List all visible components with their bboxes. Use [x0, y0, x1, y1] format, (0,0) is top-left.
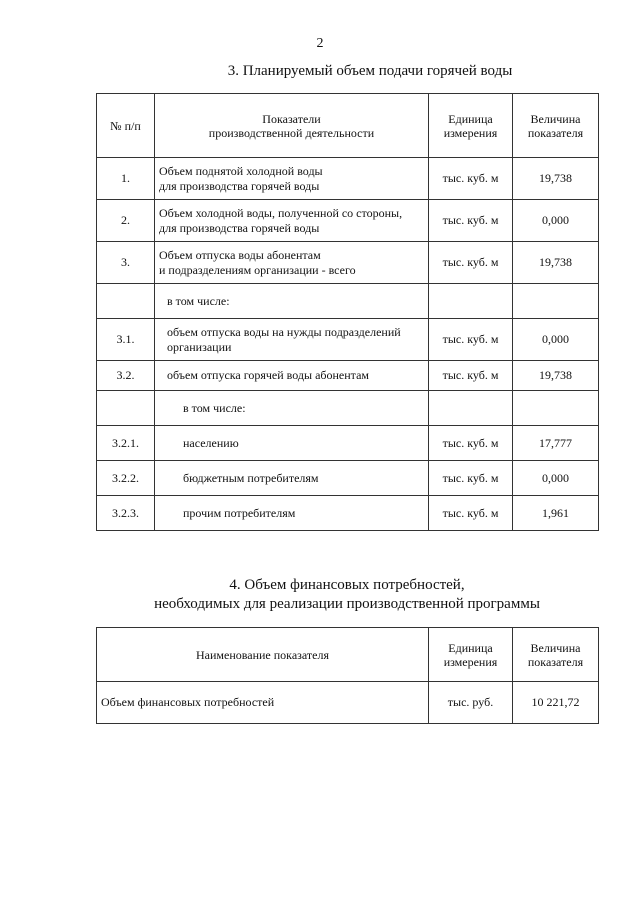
table-row [97, 319, 599, 361]
row-name [155, 200, 429, 242]
row-name: бюджетным потребителям [155, 461, 429, 496]
header-unit [429, 628, 513, 682]
row-name [155, 158, 429, 200]
table-row [97, 200, 599, 242]
row-name-line2: для производства горячей воды [159, 220, 320, 235]
row-value: 19,738 [513, 242, 599, 284]
row-num: 2. [97, 200, 155, 242]
section-3-title: 3. Планируемый объем подачи горячей воды [227, 63, 513, 79]
table-row [97, 284, 599, 319]
row-name: населению [155, 426, 429, 461]
header-unit [429, 94, 513, 158]
row-name: Объем финансовых потребностей [97, 682, 429, 724]
row-unit [429, 391, 513, 426]
header-value [513, 94, 599, 158]
row-name-line2: организации [167, 339, 232, 354]
row-value: 10 221,72 [513, 682, 599, 724]
row-value [513, 284, 599, 319]
row-name [155, 242, 429, 284]
row-value: 0,000 [513, 200, 599, 242]
section-4-title-line2: необходимых для реализации производственной программы [154, 596, 540, 612]
row-value: 19,738 [513, 361, 599, 391]
row-value: 17,777 [513, 426, 599, 461]
row-value: 0,000 [513, 319, 599, 361]
row-value: 1,961 [513, 496, 599, 531]
table-row [97, 682, 599, 724]
header-unit-line1: Единица [448, 640, 493, 655]
row-unit: тыс. куб. м [429, 426, 513, 461]
table-row [97, 496, 599, 531]
row-unit: тыс. куб. м [429, 242, 513, 284]
row-name-line1: объем отпуска воды на нужды подразделений [167, 324, 401, 339]
table-row [97, 461, 599, 496]
row-name: в том числе: [155, 391, 429, 426]
row-name: объем отпуска горячей воды абонентам [155, 361, 429, 391]
row-name [155, 319, 429, 361]
hot-water-supply-table [96, 93, 599, 531]
header-unit-line1: Единица [448, 111, 493, 126]
header-indicator-line2: производственной деятельности [208, 125, 375, 140]
financial-needs-table [96, 627, 599, 724]
row-num: 3.2.2. [97, 461, 155, 496]
row-name-line2: и подразделениям организации - всего [159, 262, 356, 277]
row-unit: тыс. куб. м [429, 200, 513, 242]
row-value [513, 391, 599, 426]
row-num: 3.1. [97, 319, 155, 361]
row-unit: тыс. руб. [429, 682, 513, 724]
table-row [97, 158, 599, 200]
page-number: 2 [316, 36, 324, 51]
section-4-title [96, 576, 598, 614]
row-num: 3. [97, 242, 155, 284]
header-value-line1: Величина [530, 640, 581, 655]
header-value-line2: показателя [527, 125, 584, 140]
header-value [513, 628, 599, 682]
row-unit [429, 284, 513, 319]
row-num: 3.2. [97, 361, 155, 391]
header-unit-line2: измерения [443, 125, 498, 140]
header-value-line2: показателя [527, 654, 584, 669]
row-name-line1: Объем холодной воды, полученной со стороны, [159, 205, 403, 220]
row-value: 0,000 [513, 461, 599, 496]
row-name: в том числе: [155, 284, 429, 319]
row-unit: тыс. куб. м [429, 496, 513, 531]
row-name-line1: Объем поднятой холодной воды [159, 163, 323, 178]
row-num: 3.2.3. [97, 496, 155, 531]
header-num: № п/п [97, 94, 155, 158]
table-row [97, 391, 599, 426]
table-row [97, 426, 599, 461]
row-value: 19,738 [513, 158, 599, 200]
section-4-title-line1: 4. Объем финансовых потребностей, [229, 577, 465, 593]
header-name: Наименование показателя [97, 628, 429, 682]
header-indicator [155, 94, 429, 158]
row-num [97, 391, 155, 426]
row-num: 1. [97, 158, 155, 200]
header-indicator-line1: Показатели [262, 111, 321, 126]
row-unit: тыс. куб. м [429, 361, 513, 391]
header-value-line1: Величина [530, 111, 581, 126]
row-name-line2: для производства горячей воды [159, 178, 320, 193]
row-unit: тыс. куб. м [429, 158, 513, 200]
table-row [97, 242, 599, 284]
row-num: 3.2.1. [97, 426, 155, 461]
row-num [97, 284, 155, 319]
table-row [97, 361, 599, 391]
row-name: прочим потребителям [155, 496, 429, 531]
row-unit: тыс. куб. м [429, 319, 513, 361]
table-header-row [97, 94, 599, 158]
row-unit: тыс. куб. м [429, 461, 513, 496]
header-unit-line2: измерения [443, 654, 498, 669]
table-header-row [97, 628, 599, 682]
row-name-line1: Объем отпуска воды абонентам [159, 247, 321, 262]
